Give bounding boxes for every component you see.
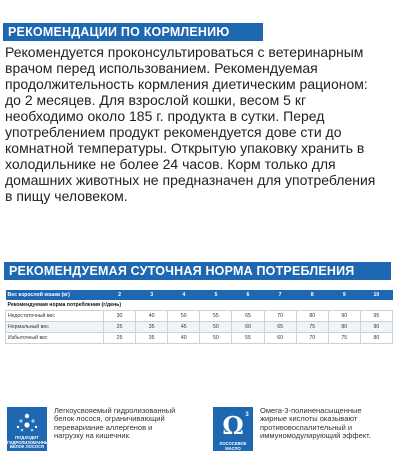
weight-cell: 4 xyxy=(168,290,200,300)
table-cell: 90 xyxy=(328,311,360,322)
weight-cell: 6 xyxy=(232,290,264,300)
norm-title: РЕКОМЕНДУЕМАЯ СУТОЧНАЯ НОРМА ПОТРЕБЛЕНИЯ xyxy=(4,262,391,280)
norm-subheader: Рекомендуемая норма потребления (г/день) xyxy=(6,300,393,311)
table-row xyxy=(6,333,393,344)
table-cell: 70 xyxy=(296,333,328,344)
paragraph-line: необходимо около 185 г. продукта в сутки. Перед xyxy=(5,108,325,124)
paragraph-line: холодильнике не более 24 часов. Корм только для xyxy=(5,156,336,172)
table-row xyxy=(6,322,393,333)
weight-cell: 10 xyxy=(360,290,392,300)
table-cell: 35 xyxy=(136,322,168,333)
paragraph-line: до 2 месяцев. Для взрослой кошки, весом 5 кг xyxy=(5,92,307,108)
table-cell: 80 xyxy=(296,311,328,322)
feature-line: Легкоусвояемый гидролизованный xyxy=(54,406,176,415)
table-cell: 40 xyxy=(136,311,168,322)
table-cell: 50 xyxy=(168,311,200,322)
paragraph-line: врачом перед использованием. Рекомендуемая xyxy=(5,60,318,76)
weight-cell: 8 xyxy=(296,290,328,300)
icon-label: ПОДХОДИТ xyxy=(15,435,39,440)
table-cell: 55 xyxy=(232,333,264,344)
feature-protein xyxy=(7,407,194,451)
paragraph-line: комнатной температуры. Открытую упаковку хранить в xyxy=(5,140,365,156)
feature-text xyxy=(54,407,194,451)
feature-line: иммуномодулирующий эффект. xyxy=(260,430,371,440)
weight-header: Вес взрослой кошки (кг) xyxy=(6,290,104,300)
paragraph-line: продолжительность кормления диетическим рационом: xyxy=(5,76,368,92)
weight-cell: 3 xyxy=(136,290,168,300)
feature-text xyxy=(260,407,400,451)
table-cell: 60 xyxy=(232,322,264,333)
table-cell: 45 xyxy=(168,322,200,333)
svg-text:Ω: Ω xyxy=(222,411,244,440)
table-cell: 60 xyxy=(264,333,296,344)
table-cell: 65 xyxy=(264,322,296,333)
table-cell: 55 xyxy=(200,311,232,322)
table-cell: 90 xyxy=(360,322,392,333)
table-cell: 35 xyxy=(136,333,168,344)
icon-label: ГИДРОЛИЗОВАННЫЙ xyxy=(7,439,53,445)
table-cell: 50 xyxy=(200,333,232,344)
feature-line: нагрузку на кишечник. xyxy=(54,430,131,440)
row-label: Недостаточный вес xyxy=(6,311,104,322)
table-subheader-row xyxy=(6,300,393,311)
table-header-row xyxy=(6,290,393,300)
paragraph-line: домашних животных не предназначен для употребления xyxy=(5,172,376,188)
table-cell: 25 xyxy=(104,322,136,333)
table-row xyxy=(6,311,393,322)
weight-cell: 9 xyxy=(328,290,360,300)
row-label: Избыточный вес xyxy=(6,333,104,344)
weight-cell: 7 xyxy=(264,290,296,300)
table-cell: 75 xyxy=(296,322,328,333)
feature-line: белок лосося, ограничивающий xyxy=(54,414,165,424)
feature-line: противовоспалительный и xyxy=(260,422,353,432)
table-cell: 75 xyxy=(328,333,360,344)
table-cell: 40 xyxy=(168,333,200,344)
row-label: Нормальный вес xyxy=(6,322,104,333)
feeding-paragraph xyxy=(5,44,397,204)
daily-norm-table xyxy=(5,290,393,344)
paragraph-line: в пищу человеком. xyxy=(5,188,128,204)
feature-line: жирные кислоты оказывают xyxy=(260,414,358,424)
feature-line: Омега-3-полиненасыщенные xyxy=(260,406,362,415)
feature-line: перевариание аллергенов и xyxy=(54,422,153,432)
svg-text:3: 3 xyxy=(245,412,249,418)
table-cell: 30 xyxy=(104,311,136,322)
table-cell: 95 xyxy=(360,311,392,322)
table-cell: 80 xyxy=(360,333,392,344)
table-cell: 65 xyxy=(232,311,264,322)
icon-label: БЕЛОК ЛОСОСЯ xyxy=(9,444,45,450)
table-cell: 25 xyxy=(104,333,136,344)
omega-icon xyxy=(213,407,253,451)
paragraph-line: Рекомендуется проконсультироваться с ветеринарным xyxy=(5,44,364,60)
table-cell: 70 xyxy=(264,311,296,322)
weight-cell: 5 xyxy=(200,290,232,300)
protein-drop-icon xyxy=(7,407,53,451)
table-cell: 80 xyxy=(328,322,360,333)
table-cell: 50 xyxy=(200,322,232,333)
icon-label: ЛОСОСЕВОЕ МАСЛО xyxy=(219,441,247,451)
paragraph-line: употреблением продукт рекомендуется дове сти до xyxy=(5,124,342,140)
feeding-title: РЕКОМЕНДАЦИИ ПО КОРМЛЕНИЮ xyxy=(3,23,263,41)
feature-omega xyxy=(213,407,400,451)
weight-cell: 2 xyxy=(104,290,136,300)
